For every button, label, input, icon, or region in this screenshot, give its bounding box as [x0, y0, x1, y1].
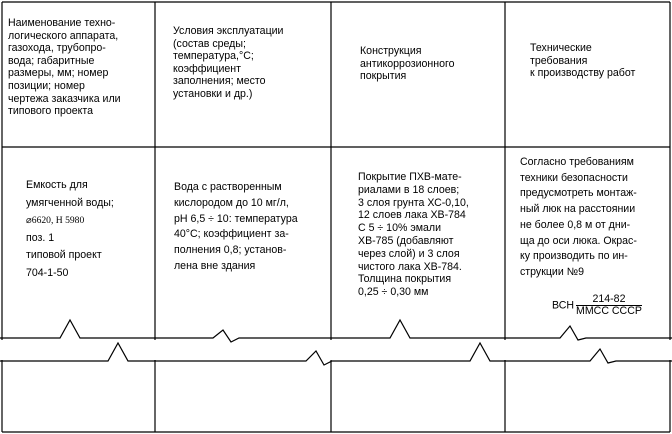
header-col-1-line: газохода, трубопро- [8, 42, 106, 55]
header-col-1-line: позиции; номер [8, 79, 85, 92]
body-col-3-line: 12 слоев лака ХВ-784 [358, 209, 466, 222]
header-col-2-line: (состав среды; [173, 37, 246, 50]
header-col-4-line: Техническиe [530, 42, 592, 54]
header-col-2-line: заполнения; место [173, 75, 266, 88]
body-col-2-line: лена вне здания [174, 259, 256, 272]
header-col-1-line: вода; габаритные [8, 54, 95, 67]
body-col-4-line: струкции №9 [520, 265, 584, 278]
body-col-4 [520, 155, 637, 281]
body-col-3-line: 0,25 ÷ 0,30 мм [358, 286, 429, 299]
header-col-1-line: логического аппарата, [8, 29, 119, 42]
header-col-3-line: Конструкция [360, 45, 422, 57]
body-col-4-line: ща до оси люка. Окрас- [520, 234, 637, 247]
body-col-4-line: Согласно требованиям [520, 156, 634, 168]
body-col-2-line: кислородом до 10 мг/л, [174, 196, 289, 209]
body-col-2-line: рН 6,5 ÷ 10: температура [174, 212, 298, 225]
body-col-4-line: ку производить по ин- [520, 250, 628, 263]
gost-prefix: ВСН [552, 299, 575, 312]
body-col-4-line: ный люк на расстоянии [520, 203, 636, 216]
header-col-2-line: коэффициент [173, 62, 241, 75]
body-col-2-line: полнения 0,8; установ- [174, 244, 287, 257]
header-col-4-line: к производству работ [530, 67, 636, 80]
body-col-3-line: через слой) и 3 слоя [358, 247, 460, 260]
header-col-4-line: требования [530, 54, 588, 67]
body-col-1-line: поз. 1 [26, 231, 55, 244]
body-col-3 [358, 171, 469, 299]
body-col-1-line: ⌀6620, Н 5980 [26, 215, 85, 226]
gost-denominator: ММСС СССР [576, 305, 642, 317]
body-col-2-line: Вода с растворенным [174, 181, 282, 193]
body-col-3-line: 3 слоя грунта ХС-0,10, [358, 196, 469, 209]
header-col-2-line: Условия эксплуатации [173, 25, 284, 37]
body-col-3-line: Покрытие ПХВ-мате- [358, 171, 462, 183]
header-col-1-line: размеры, мм; номер [8, 67, 109, 80]
body-col-3-line: чистого лака ХВ-784. [358, 260, 462, 273]
header-col-1-line: чертежа заказчика или [8, 92, 121, 105]
header-col-4 [530, 42, 635, 80]
header-col-2-line: установки и др.) [173, 87, 253, 100]
header-col-1 [8, 17, 121, 118]
body-col-3-line: Толщина покрытия [358, 273, 452, 286]
body-col-1-line: Емкость для [26, 179, 88, 191]
body-col-3-line: риалами в 18 слоев; [358, 183, 460, 196]
body-col-1-line: умягченной воды; [26, 196, 114, 209]
body-col-4-line: предусмотреть монтаж- [520, 187, 637, 200]
body-col-1 [26, 177, 114, 282]
header-col-2-line: температура,°С; [173, 50, 254, 63]
header-col-1-line: типового проекта [8, 105, 94, 118]
gost-numerator: 214-82 [576, 294, 642, 306]
body-col-4-line: не более 0,8 м от дни- [520, 218, 631, 231]
body-col-2-line: 40°С; коэффициент за- [174, 228, 289, 241]
body-col-1-line: 704-1-50 [26, 266, 69, 279]
body-col-1-line: типовой проект [26, 249, 102, 261]
body-col-3-line: С 5 ÷ 10% эмали [358, 222, 442, 235]
body-col-4-line: техники безопасности [520, 171, 628, 184]
header-col-2 [173, 25, 283, 101]
header-col-3-line: антикоррозионного [360, 57, 455, 70]
header-col-3-line: покрытия [360, 70, 407, 83]
body-col-3-line: ХВ-785 (добавляют [358, 234, 454, 247]
body-col-2 [174, 180, 298, 275]
gost-reference [552, 294, 642, 317]
gost-fraction [576, 294, 642, 317]
header-col-1-line: Наименование техно- [8, 17, 116, 29]
header-col-3 [360, 45, 455, 83]
